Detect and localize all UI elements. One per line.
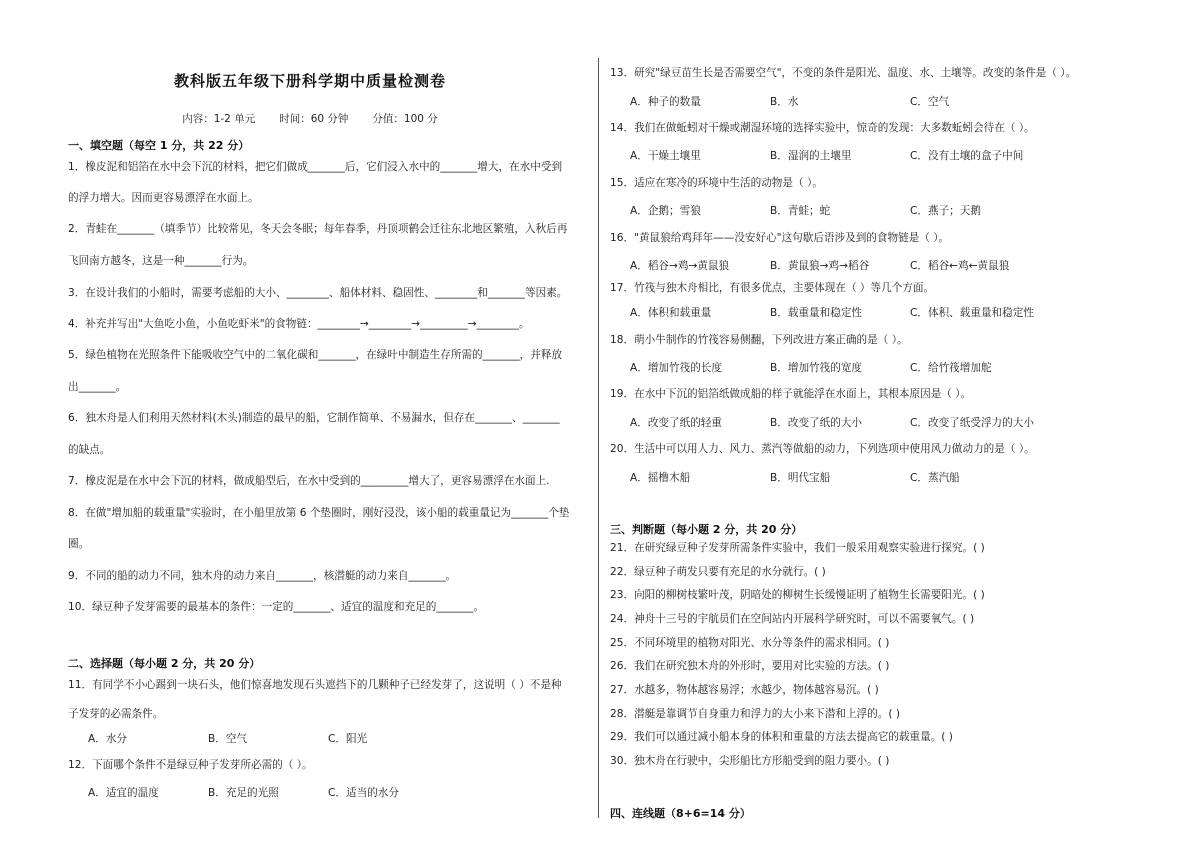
question-line: 2．青蛙在_______（填季节）比较常见，冬天会冬眠；每年春季，丹顶项鹤会迁往东北地区繁殖，入秋后再	[68, 223, 568, 235]
option-c: C．燕子；天鹅	[910, 205, 981, 217]
judge-line: 27．水越多，物体越容易浮；水越少，物体越容易沉。( )	[610, 684, 879, 696]
question-line: 18．萌小牛制作的竹筏容易侧翻，下列改进方案正确的是（ ）。	[610, 334, 908, 346]
section-matching-heading: 四、连线题（8+6=14 分）	[610, 807, 751, 820]
page-title: 教科版五年级下册科学期中质量检测卷	[173, 72, 446, 90]
options-row	[630, 470, 1050, 485]
question-line: 子发芽的必需条件。	[68, 708, 164, 720]
question-line: 5．绿色植物在光照条件下能吸收空气中的二氧化碳和_______，在绿叶中制造生存所需的_______，并释放	[68, 349, 563, 361]
option-c: C．没有土壤的盒子中间	[910, 150, 1024, 162]
question-line: 11．有同学不小心踢到一块石头，他们惊喜地发现石头遮挡下的几颗种子已经发芽了，这说明（ ）不是种	[68, 679, 562, 691]
option-b: B．空气	[208, 733, 248, 745]
options-row	[630, 148, 1050, 163]
options-row	[630, 258, 1050, 273]
option-a: A．种子的数量	[630, 96, 701, 108]
option-a: A．稻谷→鸡→黄鼠狼	[630, 260, 730, 272]
question-line: 17．竹筏与独木舟相比，有很多优点，主要体现在（ ）等几个方面。	[610, 282, 935, 294]
question-line: 19．在水中下沉的铝箔纸做成船的样子就能浮在水面上，其根本原因是（ ）。	[610, 388, 972, 400]
question-line: 3．在设计我们的小船时，需要考虑船的大小、________、船体材料、稳固性、________和_______等因素。	[68, 287, 568, 299]
section-judge-heading: 三、判断题（每小题 2 分，共 20 分）	[610, 523, 803, 536]
section-fill-in-heading: 一、填空题（每空 1 分，共 22 分）	[68, 139, 250, 152]
option-a: A．体积和载重量	[630, 307, 712, 319]
judge-line: 28．潜艇是靠调节自身重力和浮力的大小来下潜和上浮的。( )	[610, 708, 900, 720]
judge-line: 29．我们可以通过减小船本身的体积和重量的方法去提高它的载重量。( )	[610, 731, 953, 743]
options-row	[630, 360, 1050, 375]
question-line: 6．独木舟是人们利用天然材料(木头)制造的最早的船，它制作简单、不易漏水，但存在_______、_______	[68, 412, 560, 424]
question-line: 的缺点。	[68, 444, 111, 456]
option-b: B．水	[770, 96, 799, 108]
options-row	[630, 415, 1050, 430]
question-line: 14．我们在做蚯蚓对干燥或潮湿环境的选择实验中，惊奇的发现：大多数蚯蚓会待在（ ）。	[610, 122, 1035, 134]
option-b: B．增加竹筏的宽度	[770, 362, 863, 374]
question-line: 1．橡皮泥和铝箔在水中会下沉的材料，把它们做成_______后，它们浸入水中的_______增大，在水中受到	[68, 161, 563, 173]
options-row	[88, 731, 448, 746]
option-a: A．企鹅；雪狼	[630, 205, 701, 217]
meta-content: 内容：1-2 单元	[182, 113, 256, 125]
judge-line: 24．神舟十三号的宇航员们在空间站内开展科学研究时，可以不需要氧气。( )	[610, 613, 975, 625]
option-c: C．稻谷←鸡←黄鼠狼	[910, 260, 1010, 272]
option-a: A．摇橹木船	[630, 472, 691, 484]
option-c: C．体积、载重量和稳定性	[910, 307, 1034, 319]
option-a: A．水分	[88, 733, 128, 745]
judge-line: 22．绿豆种子萌发只要有充足的水分就行。( )	[610, 566, 826, 578]
option-a: A．增加竹筏的长度	[630, 362, 722, 374]
option-b: B．黄鼠狼→鸡→稻谷	[770, 260, 870, 272]
question-line: 飞回南方越冬，这是一种_______行为。	[68, 255, 254, 267]
meta-time: 时间：60 分钟	[279, 113, 349, 125]
question-line: 圈。	[68, 538, 90, 550]
option-c: C．改变了纸受浮力的大小	[910, 417, 1034, 429]
question-line: 16．"黄鼠狼给鸡拜年——没安好心"这句歇后语涉及到的食物链是（ ）。	[610, 232, 950, 244]
option-c: C．给竹筏增加舵	[910, 362, 992, 374]
judge-line: 26．我们在研究独木舟的外形时，要用对比实验的方法。( )	[610, 660, 890, 672]
option-a: A．适宜的温度	[88, 787, 159, 799]
options-row	[88, 785, 448, 800]
option-c: C．阳光	[328, 733, 368, 745]
option-a: A．改变了纸的轻重	[630, 417, 722, 429]
section-choice-heading: 二、选择题（每小题 2 分，共 20 分）	[68, 657, 261, 670]
option-c: C．适当的水分	[328, 787, 399, 799]
exam-meta	[90, 111, 530, 126]
option-a: A．干燥土壤里	[630, 150, 701, 162]
option-c: C．空气	[910, 96, 950, 108]
meta-score: 分值：100 分	[372, 113, 438, 125]
option-b: B．明代宝船	[770, 472, 831, 484]
question-line: 10．绿豆种子发芽需要的最基本的条件：一定的_______、适宜的温度和充足的_______。	[68, 601, 485, 613]
option-b: B．充足的光照	[208, 787, 279, 799]
judge-line: 25．不同环境里的植物对阳光、水分等条件的需求相同。( )	[610, 637, 890, 649]
options-row	[630, 203, 1050, 218]
question-line: 7．橡皮泥是在水中会下沉的材料，做成船型后，在水中受到的_________增大了，更容易漂浮在水面上.	[68, 475, 550, 487]
question-line: 8．在做"增加船的载重量"实验时，在小船里放第 6 个垫圈时，刚好浸没，该小船的载重量记为_______个垫	[68, 507, 570, 519]
question-line: 13．研究"绿豆苗生长是否需要空气"，不变的条件是阳光、温度、水、土壤等。改变的条件是（ ）。	[610, 67, 1077, 79]
option-b: B．青蛙；蛇	[770, 205, 831, 217]
options-row	[630, 94, 1050, 109]
judge-line: 23．向阳的柳树枝繁叶茂，阴暗处的柳树生长缓慢证明了植物生长需要阳光。( )	[610, 589, 985, 601]
question-line: 的浮力增大。因而更容易漂浮在水面上。	[68, 192, 259, 204]
question-line: 9．不同的船的动力不同，独木舟的动力来自_______，核潜艇的动力来自_______。	[68, 570, 457, 582]
options-row	[630, 305, 1050, 320]
question-line: 20．生活中可以用人力、风力、蒸汽等做船的动力，下列选项中使用风力做动力的是（ ）。	[610, 443, 1035, 455]
option-b: B．改变了纸的大小	[770, 417, 863, 429]
judge-line: 30．独木舟在行驶中，尖形船比方形船受到的阻力要小。( )	[610, 755, 890, 767]
option-b: B．载重量和稳定性	[770, 307, 863, 319]
option-b: B．湿润的土壤里	[770, 150, 852, 162]
question-line: 15．适应在寒冷的环境中生活的动物是（ ）。	[610, 177, 823, 189]
question-line: 12．下面哪个条件不是绿豆种子发芽所必需的（ ）。	[68, 759, 313, 771]
question-line: 4．补充并写出"大鱼吃小鱼，小鱼吃虾米"的食物链：________→________→_________→________。	[68, 318, 530, 330]
judge-line: 21．在研究绿豆种子发芽所需条件实验中，我们一般采用观察实验进行探究。( )	[610, 542, 985, 554]
question-line: 出_______。	[68, 381, 127, 393]
column-divider	[598, 58, 599, 818]
option-c: C．蒸汽船	[910, 472, 960, 484]
